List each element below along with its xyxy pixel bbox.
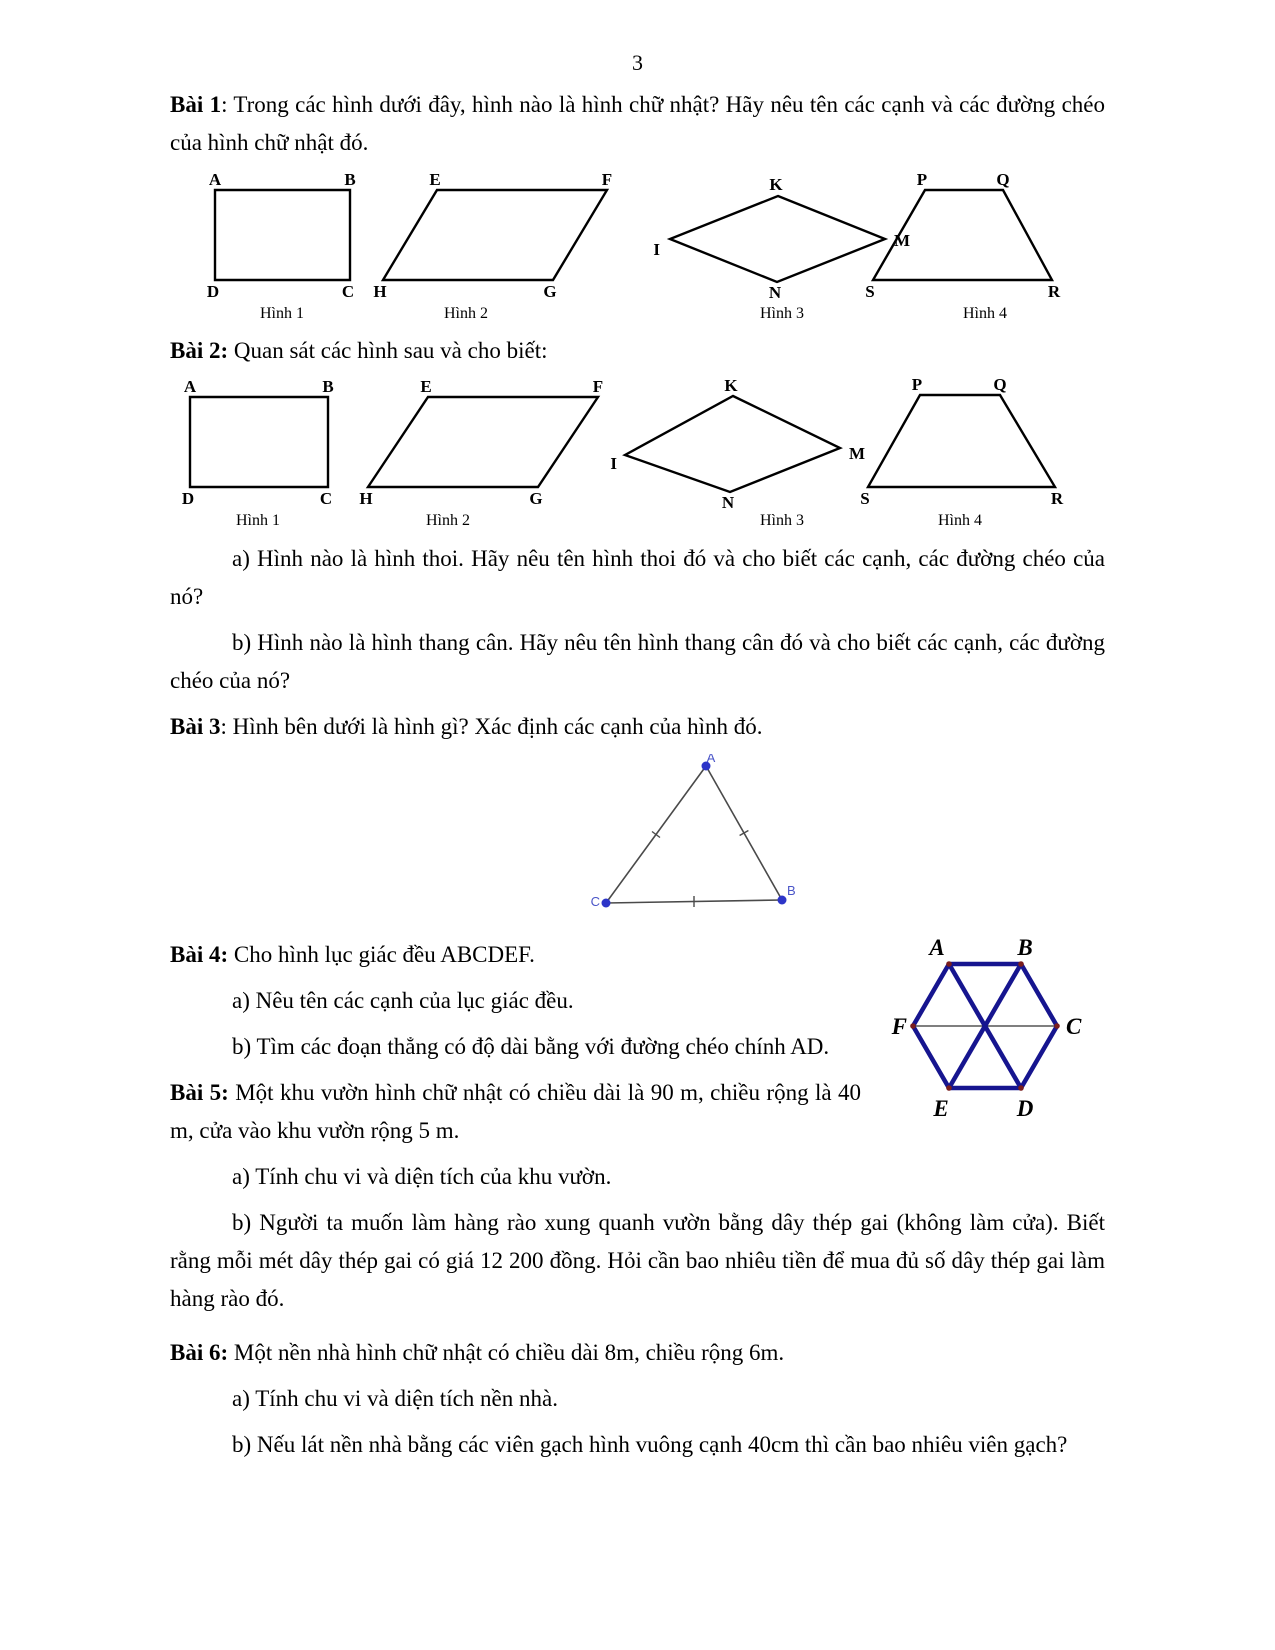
parallelogram-efgh	[383, 190, 607, 280]
vertex-label-f: F	[601, 170, 613, 189]
vertex-dot-b	[778, 896, 787, 905]
vertex-label-g: G	[543, 282, 557, 301]
caption-hinh-2: Hình 2	[426, 512, 470, 529]
vertex-label-q: Q	[993, 378, 1007, 394]
vertex-dot-f	[910, 1023, 916, 1029]
rectangle-abcd	[215, 190, 350, 280]
caption-hinh-4: Hình 4	[963, 305, 1007, 322]
trapezoid-pqrs	[868, 395, 1055, 487]
page-number: 3	[632, 50, 643, 75]
rhombus-kimn	[625, 396, 840, 492]
exercise-1-text: : Trong các hình dưới đây, hình nào là hình chữ nhật? Hãy nêu tên các cạnh và các đường chéo của hình chữ nhật đó.	[170, 92, 1105, 155]
vertex-label-i: I	[653, 240, 660, 259]
figure-row-1	[170, 170, 1105, 324]
vertex-label-a: A	[183, 378, 197, 396]
vertex-label-b: B	[1017, 938, 1033, 960]
vertex-label-c: C	[590, 894, 600, 909]
vertex-label-d: D	[206, 282, 220, 301]
vertex-label-h: H	[373, 282, 387, 301]
vertex-label-p: P	[916, 170, 928, 189]
vertex-label-g: G	[529, 489, 543, 508]
vertex-label-m: M	[849, 444, 866, 463]
vertex-label-n: N	[721, 493, 735, 512]
exercise-3-label: Bài 3	[170, 714, 221, 739]
exercise-4-text: Cho hình lục giác đều ABCDEF.	[228, 942, 535, 967]
exercise-5-text: Một khu vườn hình chữ nhật có chiều dài là 90 m, chiều rộng là 40 m, cửa vào khu vườn rộng 5 m.	[170, 1080, 861, 1143]
vertex-dot-c	[1054, 1023, 1060, 1029]
exercise-6-statement	[170, 1334, 1105, 1372]
exercise-4-label: Bài 4:	[170, 942, 229, 967]
vertex-label-c: C	[341, 282, 355, 301]
caption-hinh-3: Hình 3	[760, 305, 804, 322]
vertex-label-i: I	[610, 454, 617, 473]
caption-hinh-1: Hình 1	[236, 512, 280, 529]
exercise-1-label: Bài 1	[170, 92, 222, 117]
caption-hinh-1: Hình 1	[260, 305, 304, 322]
vertex-label-k: K	[724, 378, 738, 395]
exercise-4a: a) Nêu tên các cạnh của lục giác đều.	[232, 988, 574, 1013]
section-ex4-ex5	[170, 936, 1105, 1326]
vertex-label-e: E	[933, 1096, 949, 1121]
exercise-5b: b) Người ta muốn làm hàng rào xung quanh vườn bằng dây thép gai (không làm cửa). Biết rằng mỗi mét dây thép gai có giá 12 200 đồng. Hỏi cần bao nhiêu tiền để mua đủ số dây thép gai làm hàng rào đó.	[170, 1210, 1105, 1311]
caption-hinh-3: Hình 3	[760, 512, 804, 529]
vertex-label-a: A	[208, 170, 222, 189]
vertex-label-b: B	[344, 170, 356, 189]
vertex-label-c: C	[319, 489, 333, 508]
exercise-3-text: : Hình bên dưới là hình gì? Xác định các cạnh của hình đó.	[220, 714, 763, 739]
tick-mark-ac	[652, 832, 660, 838]
vertex-dot-a	[946, 961, 952, 967]
vertex-label-f: F	[592, 378, 604, 396]
vertex-label-s: S	[865, 282, 875, 301]
exercise-2a: a) Hình nào là hình thoi. Hãy nêu tên hình thoi đó và cho biết các cạnh, các đường chéo của nó?	[170, 546, 1105, 609]
vertex-label-d: D	[1016, 1096, 1034, 1121]
tick-mark-ab	[740, 831, 749, 836]
exercise-2-statement	[170, 332, 1105, 370]
vertex-label-a: A	[706, 754, 716, 765]
trapezoid-pqrs	[873, 190, 1052, 280]
exercise-1-statement	[170, 86, 1105, 162]
caption-hinh-2: Hình 2	[444, 305, 488, 322]
vertex-label-e: E	[429, 170, 441, 189]
exercise-2b: b) Hình nào là hình thang cân. Hãy nêu tên hình thang cân đó và cho biết các cạnh, các đường chéo của nó?	[170, 630, 1105, 693]
hexagon-figure	[885, 938, 1105, 1142]
vertex-label-a: A	[929, 938, 945, 960]
exercise-6-label: Bài 6:	[170, 1340, 229, 1365]
vertex-label-h: H	[359, 489, 373, 508]
figure-row-2	[170, 378, 1105, 532]
vertex-label-p: P	[911, 378, 923, 394]
vertex-label-k: K	[769, 175, 783, 194]
rhombus-kimn	[670, 196, 885, 282]
vertex-label-r: R	[1050, 489, 1064, 508]
vertex-label-b: B	[787, 883, 796, 898]
exercise-6-text: Một nền nhà hình chữ nhật có chiều dài 8m, chiều rộng 6m.	[228, 1340, 785, 1365]
vertex-label-m: M	[894, 231, 911, 250]
exercise-4b: b) Tìm các đoạn thẳng có độ dài bằng với đường chéo chính AD.	[232, 1034, 830, 1059]
vertex-dot-b	[1018, 961, 1024, 967]
vertex-label-r: R	[1047, 282, 1061, 301]
vertex-label-n: N	[768, 283, 782, 302]
rectangle-abcd	[190, 397, 328, 487]
vertex-dot-e	[946, 1085, 952, 1091]
exercise-2-text: Quan sát các hình sau và cho biết:	[228, 338, 548, 363]
vertex-dot-d	[1018, 1085, 1024, 1091]
caption-hinh-4: Hình 4	[938, 512, 982, 529]
exercise-5-label: Bài 5:	[170, 1080, 229, 1105]
exercise-6b: b) Nếu lát nền nhà bằng các viên gạch hình vuông cạnh 40cm thì cần bao nhiêu viên gạch?	[232, 1432, 1068, 1457]
vertex-label-q: Q	[996, 170, 1010, 189]
exercise-2-label: Bài 2:	[170, 338, 229, 363]
exercise-5a: a) Tính chu vi và diện tích của khu vườn.	[232, 1164, 612, 1189]
vertex-label-d: D	[181, 489, 195, 508]
vertex-label-c: C	[1066, 1014, 1082, 1039]
parallelogram-efgh	[368, 397, 598, 487]
triangle-figure	[590, 754, 800, 928]
exercise-3-statement	[170, 708, 1105, 746]
triangle-svg	[590, 754, 800, 916]
exercise-6a: a) Tính chu vi và diện tích nền nhà.	[232, 1386, 558, 1411]
vertex-label-e: E	[420, 378, 432, 396]
vertex-label-s: S	[860, 489, 870, 508]
vertex-label-b: B	[322, 378, 334, 396]
vertex-dot-c	[602, 899, 611, 908]
vertex-label-f: F	[891, 1014, 907, 1039]
hexagon-svg	[885, 938, 1099, 1130]
